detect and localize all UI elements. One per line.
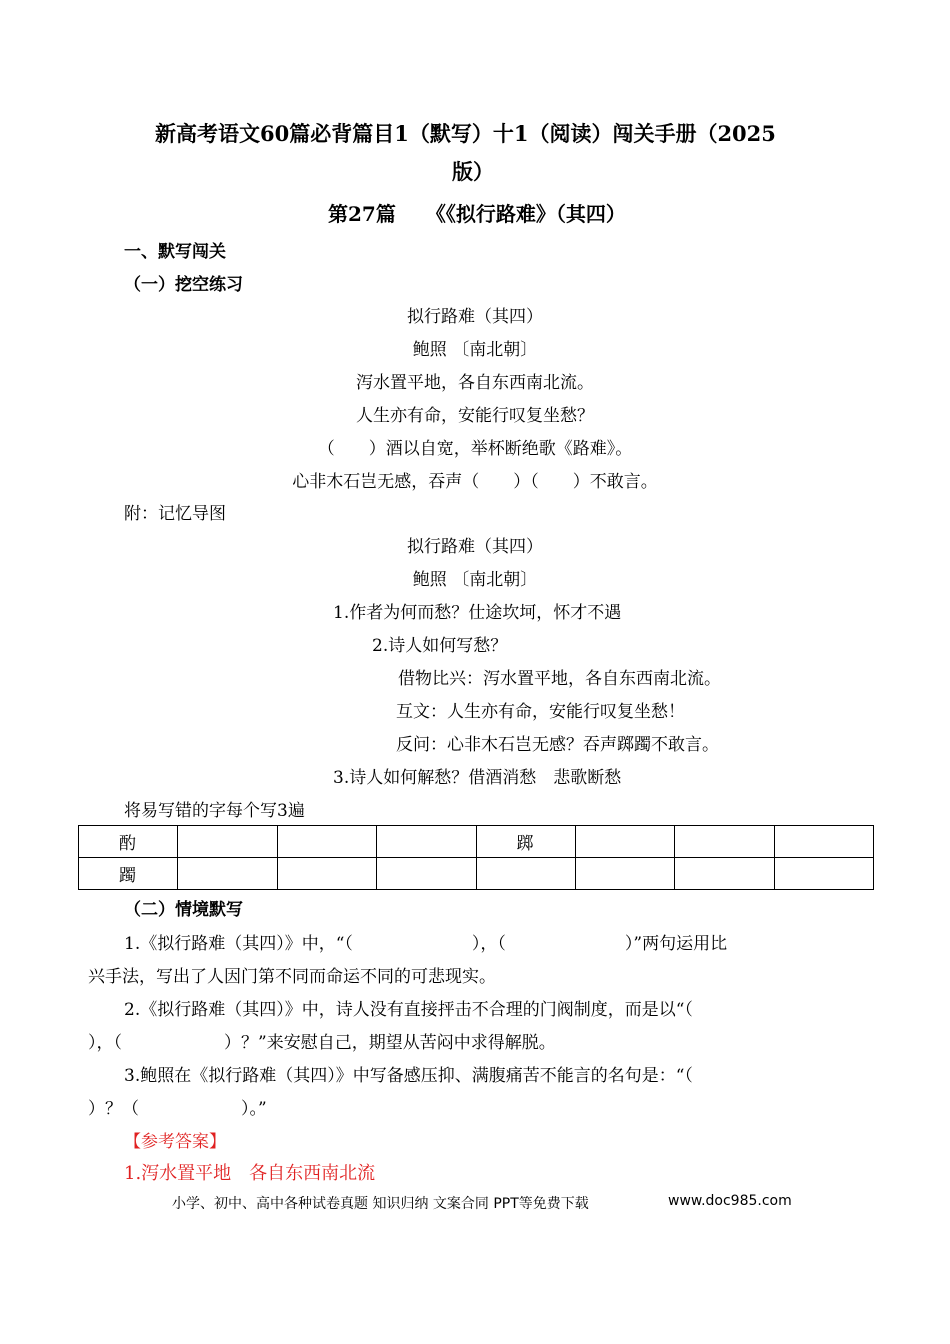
mindmap-author: 鲍照 〔南北朝〕 xyxy=(412,570,538,590)
footer-link[interactable]: www.doc985.com xyxy=(668,1193,792,1209)
footer-text: 小学、初中、高中各种试卷真题 知识归纳 文案合同 PPT等免费下载 xyxy=(172,1196,589,1212)
table-cell xyxy=(277,858,376,890)
question-3-line1: 3.鲍照在《拟行路难（其四）》中写备感压抑、满腹痛苦不能言的名句是：“（ xyxy=(124,1066,693,1086)
poem-title: 拟行路难（其四） xyxy=(407,307,543,327)
table-cell: 酌 xyxy=(79,826,178,858)
table-row xyxy=(79,826,874,858)
mindmap-q3: 3.诗人如何解愁？借酒消愁 悲歌断愁 xyxy=(333,768,622,788)
mindmap-q2-b: 互文：人生亦有命，安能行叹复坐愁！ xyxy=(396,702,685,722)
doc-title-line2: 版） xyxy=(452,159,494,184)
doc-title-line1: 新高考语文60篇必背篇目1（默写）十1（阅读）闯关手册（2025 xyxy=(155,121,776,146)
mindmap-q1: 1.作者为何而愁？仕途坎坷，怀才不遇 xyxy=(333,603,622,623)
mindmap-q2: 2.诗人如何写愁？ xyxy=(372,636,508,656)
chapter-title: 第27篇 《《拟行路难》（其四） xyxy=(328,202,626,226)
subsection-heading-situational: （二）情境默写 xyxy=(124,900,243,920)
poem-line: （ ）酒以自宽，举杯断绝歌《路难》。 xyxy=(317,439,633,459)
subsection-heading-fill-blank: （一）挖空练习 xyxy=(124,275,243,295)
question-2-line1: 2.《拟行路难（其四）》中，诗人没有直接抨击不合理的门阀制度，而是以“（ xyxy=(124,1000,693,1020)
practice-table xyxy=(78,825,874,890)
table-cell xyxy=(575,858,674,890)
mindmap-q2-a: 借物比兴：泻水置平地，各自东西南北流。 xyxy=(398,669,721,689)
table-cell xyxy=(178,858,277,890)
table-row xyxy=(79,858,874,890)
table-cell: 躅 xyxy=(79,858,178,890)
section-heading: 一、默写闯关 xyxy=(124,242,226,262)
table-cell xyxy=(377,858,476,890)
table-cell xyxy=(377,826,476,858)
mindmap-q2-c: 反问：心非木石岂无感？吞声踯躅不敢言。 xyxy=(396,735,719,755)
answers-heading: 【参考答案】 xyxy=(124,1132,226,1152)
poem-line: 泻水置平地，各自东西南北流。 xyxy=(356,373,594,393)
table-cell xyxy=(774,858,873,890)
poem-line: 心非木石岂无感，吞声（ ）（ ）不敢言。 xyxy=(292,472,658,492)
mindmap-label: 附：记忆导图 xyxy=(124,504,226,524)
answer-1: 1.泻水置平地 各自东西南北流 xyxy=(124,1163,376,1184)
question-2-line2: ），（ ）？”来安慰自己，期望从苦闷中求得解脱。 xyxy=(88,1033,556,1053)
poem-author: 鲍照 〔南北朝〕 xyxy=(412,340,538,360)
table-cell xyxy=(675,826,774,858)
table-cell xyxy=(675,858,774,890)
practice-label: 将易写错的字每个写3遍 xyxy=(124,801,305,821)
mindmap-title: 拟行路难（其四） xyxy=(407,537,543,557)
table-cell: 踯 xyxy=(476,826,575,858)
question-1-line1: 1.《拟行路难（其四）》中，“（ ），（ ）”两句运用比 xyxy=(124,934,728,954)
table-cell xyxy=(575,826,674,858)
question-3-line2: ）？（ ）。” xyxy=(88,1099,267,1119)
poem-line: 人生亦有命，安能行叹复坐愁？ xyxy=(356,406,594,426)
table-cell xyxy=(277,826,376,858)
table-cell xyxy=(476,858,575,890)
table-cell xyxy=(774,826,873,858)
table-cell xyxy=(178,826,277,858)
question-1-line2: 兴手法，写出了人因门第不同而命运不同的可悲现实。 xyxy=(88,967,496,987)
